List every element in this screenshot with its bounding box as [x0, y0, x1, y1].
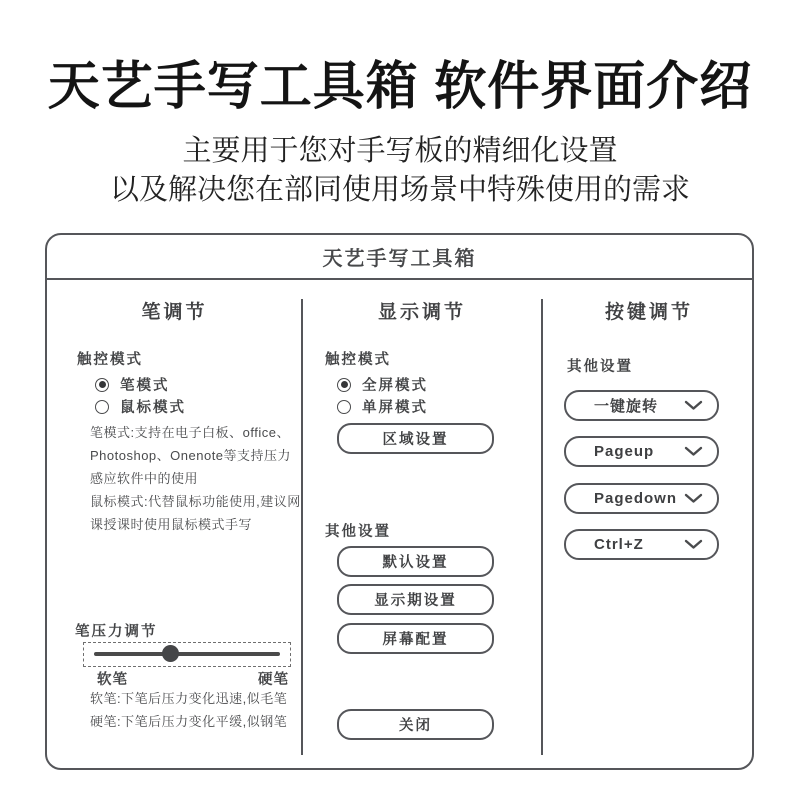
radio-mouse-mode-label: 鼠标模式	[120, 400, 186, 416]
page-subtitle-line2: 以及解决您在部同使用场景中特殊使用的需求	[109, 174, 690, 206]
close-button[interactable]: 关闭	[337, 709, 494, 740]
radio-unselected-icon	[95, 400, 109, 414]
slider-thumb[interactable]	[162, 645, 179, 662]
pageup-dropdown[interactable]	[564, 436, 719, 467]
pagedown-dropdown-value: Pagedown	[594, 490, 678, 507]
chevron-down-icon	[684, 446, 703, 457]
default-settings-button[interactable]: 默认设置	[337, 546, 494, 577]
pageup-dropdown-value: Pageup	[594, 443, 655, 460]
ctrl-z-dropdown[interactable]	[564, 529, 719, 560]
page-subtitle-line1: 主要用于您对手写板的精细化设置	[182, 135, 618, 167]
section-title-keys: 按键调节	[604, 302, 693, 323]
page-title: 天艺手写工具箱 软件界面介绍	[47, 58, 753, 116]
mouse-mode-desc-text: 鼠标模式:代替鼠标功能使用,建议网课授课时使用鼠标模式手写	[90, 494, 301, 532]
radio-singlescreen-mode[interactable]	[337, 396, 428, 417]
display-other-settings-label: 其他设置	[325, 524, 391, 540]
rotate-dropdown-value: 一键旋转	[594, 398, 659, 415]
pen-pressure-label: 笔压力调节	[75, 624, 158, 640]
radio-pen-mode[interactable]	[95, 374, 170, 395]
keys-other-settings-label: 其他设置	[567, 359, 633, 375]
chevron-down-icon	[684, 539, 703, 550]
rotate-dropdown[interactable]	[564, 390, 719, 421]
hard-pen-label: 硬笔	[258, 672, 289, 688]
column-divider	[541, 299, 543, 755]
section-title-display: 显示调节	[377, 302, 466, 323]
display-settings-button[interactable]: 显示期设置	[337, 584, 494, 615]
radio-mouse-mode[interactable]	[95, 396, 186, 417]
pressure-slider[interactable]	[83, 642, 291, 667]
toolbox-window	[45, 233, 754, 770]
pen-touch-mode-label: 触控模式	[77, 352, 143, 368]
window-title: 天艺手写工具箱	[47, 235, 752, 280]
soft-pen-label: 软笔	[97, 672, 128, 688]
slider-track[interactable]	[94, 652, 280, 656]
pen-mode-desc-text: 笔模式:支持在电子白板、office、Photoshop、Onenote等支持压力感应软件中的使用	[90, 425, 292, 486]
radio-unselected-icon	[337, 400, 351, 414]
screen-config-button[interactable]: 屏幕配置	[337, 623, 494, 654]
soft-pen-description: 软笔:下笔后压力变化迅速,似毛笔	[90, 691, 288, 706]
chevron-down-icon	[684, 400, 703, 411]
hard-pen-description: 硬笔:下笔后压力变化平缓,似钢笔	[90, 714, 288, 729]
section-title-pen: 笔调节	[141, 302, 208, 323]
pen-mode-description	[90, 421, 303, 536]
radio-selected-icon	[337, 378, 351, 392]
display-touch-mode-label: 触控模式	[325, 352, 391, 368]
ctrl-z-dropdown-value: Ctrl+Z	[594, 536, 644, 553]
chevron-down-icon	[684, 493, 703, 504]
radio-singlescreen-label: 单屏模式	[362, 400, 428, 416]
area-settings-button[interactable]: 区域设置	[337, 423, 494, 454]
radio-pen-mode-label: 笔模式	[120, 378, 170, 394]
slider-end-labels	[97, 668, 289, 689]
pagedown-dropdown[interactable]	[564, 483, 719, 514]
radio-selected-icon	[95, 378, 109, 392]
radio-fullscreen-mode[interactable]	[337, 374, 428, 395]
radio-fullscreen-label: 全屏模式	[362, 378, 428, 394]
